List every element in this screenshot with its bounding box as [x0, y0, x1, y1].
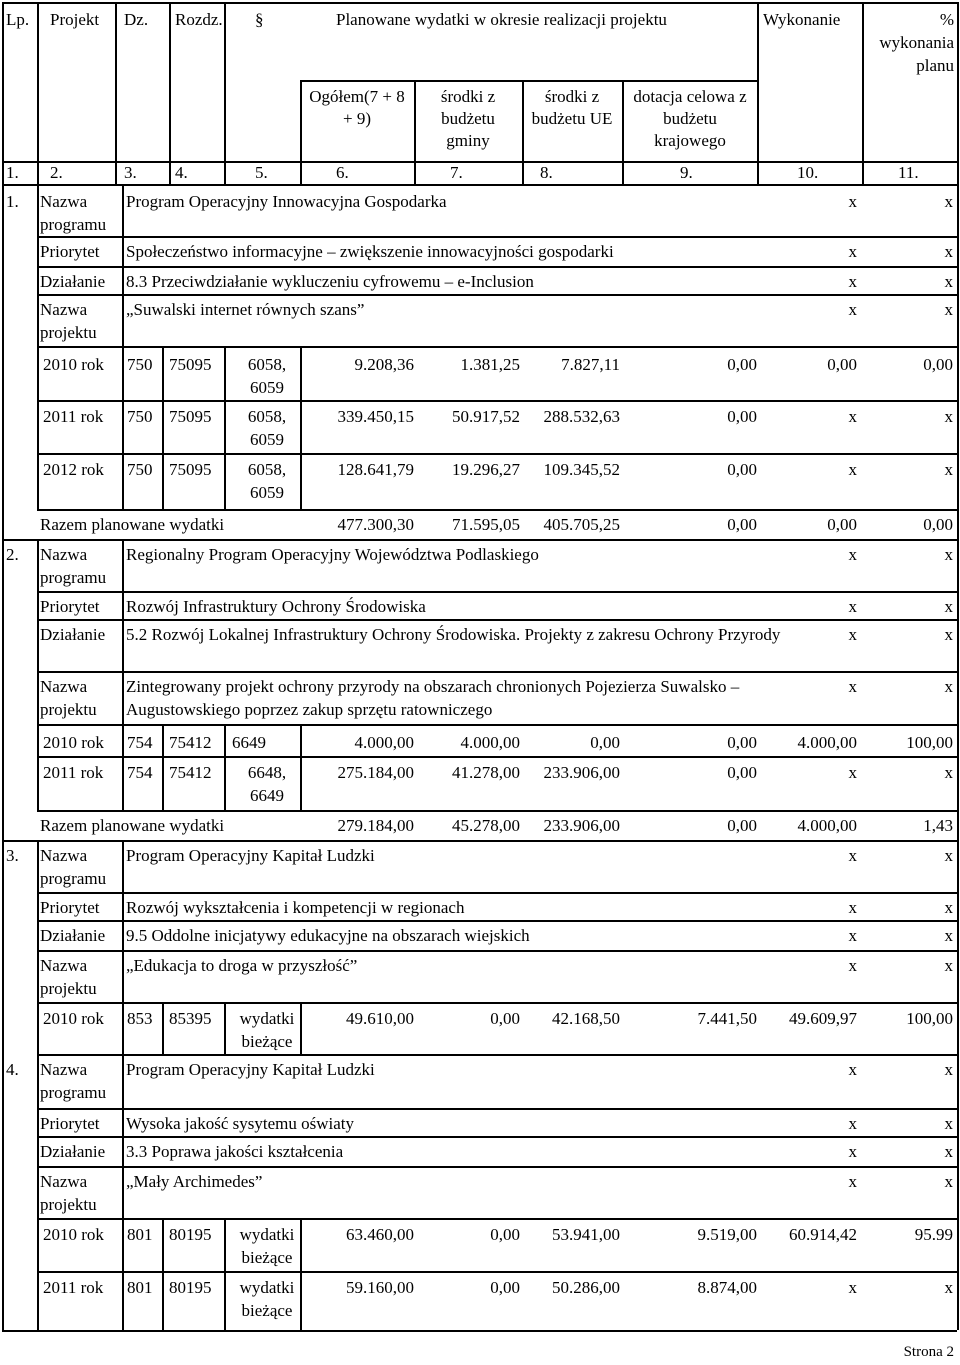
column-rule: [122, 1136, 124, 1166]
row-label: Priorytet: [40, 898, 100, 917]
dz-cell: 754: [127, 733, 153, 752]
paragraph-cell: wydatki bieżące: [239, 1278, 295, 1320]
not-applicable-mark: x: [848, 272, 857, 291]
header-paragraph: §: [255, 10, 264, 29]
wykonanie-cell: x: [848, 460, 857, 479]
column-rule: [122, 266, 124, 294]
dotacja-cell: 9.519,00: [697, 1225, 757, 1244]
wykonanie-cell: 60.914,42: [789, 1225, 857, 1244]
row-value: Wysoka jakość sysytemu oświaty: [126, 1114, 354, 1133]
row-rule: [37, 1271, 957, 1273]
dz-cell: 750: [127, 460, 153, 479]
not-applicable-mark: x: [848, 898, 857, 917]
rozdz-cell: 80195: [169, 1278, 212, 1297]
header-column-rule: [169, 2, 171, 184]
left-border: [2, 2, 4, 1330]
wykonanie-cell: x: [848, 407, 857, 426]
dz-cell: 853: [127, 1009, 153, 1028]
column-rule: [122, 1054, 124, 1108]
column-number-rule: [2, 184, 957, 186]
gminy-cell: 41.278,00: [452, 763, 520, 782]
paragraph-cell: wydatki bieżące: [239, 1009, 295, 1051]
not-applicable-mark: x: [848, 1142, 857, 1161]
row-rule: [37, 920, 957, 922]
dotacja-cell: 0,00: [727, 763, 757, 782]
not-applicable-mark: x: [848, 242, 857, 261]
row-rule: [37, 294, 957, 296]
column-rule: [122, 671, 124, 724]
header-column-rule: [115, 2, 117, 184]
row-rule: [37, 671, 957, 673]
row-value: Program Operacyjny Kapitał Ludzki: [126, 1060, 375, 1079]
not-applicable-mark: x: [848, 677, 857, 696]
header-projekt: Projekt: [50, 10, 100, 29]
procent-cell: x: [944, 407, 953, 426]
rozdz-cell: 75412: [169, 733, 212, 752]
year-cell: 2010 rok: [43, 1225, 104, 1244]
not-applicable-mark: x: [848, 1060, 857, 1079]
ogolem-cell: 49.610,00: [346, 1009, 414, 1028]
procent-cell: 0,00: [923, 355, 953, 374]
rozdz-cell: 80195: [169, 1225, 212, 1244]
column-number: 9.: [680, 163, 693, 182]
row-rule: [37, 509, 957, 511]
row-rule: [37, 1136, 957, 1138]
not-applicable-mark: x: [944, 242, 953, 261]
section-lp: 3.: [6, 846, 19, 865]
not-applicable-mark: x: [848, 625, 857, 644]
dotacja-cell: 8.874,00: [697, 1278, 757, 1297]
row-rule: [37, 724, 957, 726]
wykonanie-cell: 49.609,97: [789, 1009, 857, 1028]
column-rule: [162, 348, 164, 400]
gminy-cell: 50.917,52: [452, 407, 520, 426]
gminy-cell: 1.381,25: [460, 355, 520, 374]
header-lp: Lp.: [6, 10, 30, 29]
total-dotacja: 0,00: [727, 515, 757, 534]
dz-cell: 750: [127, 407, 153, 426]
header-subcolumn-rule: [622, 80, 624, 184]
column-rule: [122, 348, 124, 400]
header-subcolumn-rule: [300, 80, 302, 184]
lp-column-rule: [37, 186, 39, 509]
column-number: 10.: [797, 163, 819, 182]
column-rule: [122, 453, 124, 509]
not-applicable-mark: x: [848, 545, 857, 564]
column-rule: [162, 400, 164, 453]
column-rule: [122, 400, 124, 453]
dz-cell: 801: [127, 1225, 153, 1244]
not-applicable-mark: x: [848, 926, 857, 945]
paragraph-cell: 6648, 6649: [247, 763, 287, 805]
dotacja-cell: 0,00: [727, 407, 757, 426]
row-rule: [37, 1054, 957, 1056]
header-column-rule: [224, 2, 226, 184]
total-gminy: 45.278,00: [452, 816, 520, 835]
ue-cell: 0,00: [590, 733, 620, 752]
row-value: Społeczeństwo informacyjne – zwiększenie innowacyjności gospodarki: [126, 242, 614, 261]
total-procent: 0,00: [923, 515, 953, 534]
row-value: „Mały Archimedes”: [126, 1172, 263, 1191]
section-rule: [2, 840, 957, 842]
row-value: Rozwój Infrastruktury Ochrony Środowiska: [126, 597, 426, 616]
not-applicable-mark: x: [944, 272, 953, 291]
row-value: Program Operacyjny Kapitał Ludzki: [126, 846, 375, 865]
column-rule: [122, 294, 124, 346]
ogolem-cell: 275.184,00: [337, 763, 414, 782]
header-wykonanie: Wykonanie: [763, 10, 841, 29]
procent-cell: 95.99: [914, 1225, 953, 1244]
header-rozdz: Rozdz.: [175, 10, 223, 29]
header-column-rule: [37, 2, 39, 184]
row-value: Rozwój wykształcenia i kompetencji w regionach: [126, 898, 465, 917]
not-applicable-mark: x: [944, 597, 953, 616]
not-applicable-mark: x: [944, 846, 953, 865]
column-rule: [122, 892, 124, 920]
ue-cell: 109.345,52: [543, 460, 620, 479]
row-rule: [37, 619, 957, 621]
row-label: Nazwa programu: [40, 846, 107, 888]
ue-cell: 50.286,00: [552, 1278, 620, 1297]
total-gminy: 71.595,05: [452, 515, 520, 534]
not-applicable-mark: x: [848, 1172, 857, 1191]
paragraph-cell: 6058, 6059: [247, 407, 287, 449]
ogolem-cell: 339.450,15: [337, 407, 414, 426]
row-rule: [37, 1108, 957, 1110]
row-rule: [37, 453, 957, 455]
column-rule: [162, 1218, 164, 1271]
section-lp: 2.: [6, 545, 19, 564]
header-percent: % wykonania planu: [879, 10, 954, 75]
row-rule: [37, 810, 957, 812]
lp-column-rule: [37, 539, 39, 810]
column-rule: [122, 1271, 124, 1330]
lp-column-rule: [37, 1054, 39, 1330]
wykonanie-cell: x: [848, 763, 857, 782]
lp-column-rule: [37, 840, 39, 1054]
column-number: 3.: [124, 163, 137, 182]
header-dz: Dz.: [124, 10, 149, 29]
ogolem-cell: 9.208,36: [354, 355, 414, 374]
ogolem-cell: 128.641,79: [337, 460, 414, 479]
column-rule: [162, 756, 164, 810]
column-rule: [122, 1002, 124, 1054]
gminy-cell: 4.000,00: [460, 733, 520, 752]
row-label: Nazwa projektu: [40, 956, 97, 998]
row-value: 3.3 Poprawa jakości kształcenia: [126, 1142, 344, 1161]
column-rule: [122, 840, 124, 892]
not-applicable-mark: x: [944, 1060, 953, 1079]
paragraph-cell: 6058, 6059: [247, 355, 287, 397]
ue-cell: 7.827,11: [561, 355, 620, 374]
row-rule: [37, 236, 957, 238]
rozdz-cell: 75095: [169, 355, 212, 374]
column-number: 11.: [898, 163, 919, 182]
row-value: 5.2 Rozwój Lokalnej Infrastruktury Ochrony Środowiska. Projekty z zakresu Ochrony Przyrody: [126, 625, 781, 644]
wykonanie-cell: 4.000,00: [797, 733, 857, 752]
paragraph-cell: 6058, 6059: [247, 460, 287, 502]
column-rule: [162, 453, 164, 509]
row-rule: [37, 1002, 957, 1004]
ue-cell: 233.906,00: [543, 763, 620, 782]
header-column-rule: [757, 2, 759, 184]
column-rule: [122, 591, 124, 619]
row-label: Działanie: [40, 272, 106, 291]
procent-cell: 100,00: [906, 1009, 953, 1028]
column-rule: [122, 1218, 124, 1271]
row-label: Nazwa projektu: [40, 677, 97, 719]
dotacja-cell: 0,00: [727, 460, 757, 479]
not-applicable-mark: x: [848, 1114, 857, 1133]
dz-cell: 750: [127, 355, 153, 374]
column-rule: [122, 619, 124, 671]
total-procent: 1,43: [923, 816, 953, 835]
procent-cell: 100,00: [906, 733, 953, 752]
section-lp: 4.: [6, 1060, 19, 1079]
column-rule: [122, 1166, 124, 1218]
row-value: Zintegrowany projekt ochrony przyrody na obszarach chronionych Pojezierza Suwalsko – Augustowskiego poprzez zakup sprzętu ratowniczego: [126, 677, 740, 719]
ogolem-cell: 59.160,00: [346, 1278, 414, 1297]
column-rule: [162, 1002, 164, 1054]
total-dotacja: 0,00: [727, 816, 757, 835]
not-applicable-mark: x: [944, 956, 953, 975]
procent-cell: x: [944, 1278, 953, 1297]
ue-cell: 53.941,00: [552, 1225, 620, 1244]
paragraph-cell: wydatki bieżące: [239, 1225, 295, 1267]
year-cell: 2010 rok: [43, 1009, 104, 1028]
row-label: Priorytet: [40, 1114, 100, 1133]
not-applicable-mark: x: [944, 192, 953, 211]
header-subcolumn-rule: [522, 80, 524, 184]
row-value: 9.5 Oddolne inicjatywy edukacyjne na obszarach wiejskich: [126, 926, 530, 945]
not-applicable-mark: x: [944, 1114, 953, 1133]
table-bottom-rule: [2, 1330, 957, 1332]
dotacja-cell: 0,00: [727, 733, 757, 752]
column-number: 1.: [6, 163, 19, 182]
year-cell: 2012 rok: [43, 460, 104, 479]
ogolem-cell: 63.460,00: [346, 1225, 414, 1244]
row-value: Regionalny Program Operacyjny Województwa Podlaskiego: [126, 545, 539, 564]
table-top-rule: [2, 2, 957, 4]
row-rule: [37, 1218, 957, 1220]
not-applicable-mark: x: [944, 625, 953, 644]
not-applicable-mark: x: [944, 1172, 953, 1191]
column-number: 4.: [175, 163, 188, 182]
row-label: Priorytet: [40, 242, 100, 261]
row-rule: [37, 266, 957, 268]
header-dotacja: dotacja celowa z budżetu krajowego: [633, 87, 747, 150]
header-gminy: środki z budżetu gminy: [440, 87, 496, 150]
gminy-cell: 0,00: [490, 1009, 520, 1028]
year-cell: 2011 rok: [43, 763, 104, 782]
row-label: Działanie: [40, 926, 106, 945]
row-value: Program Operacyjny Innowacyjna Gospodarka: [126, 192, 447, 211]
ue-cell: 42.168,50: [552, 1009, 620, 1028]
total-label: Razem planowane wydatki: [40, 816, 225, 835]
not-applicable-mark: x: [944, 677, 953, 696]
year-cell: 2010 rok: [43, 733, 104, 752]
year-cell: 2011 rok: [43, 407, 104, 426]
total-ue: 233.906,00: [543, 816, 620, 835]
not-applicable-mark: x: [848, 597, 857, 616]
column-number: 6.: [336, 163, 349, 182]
row-label: Priorytet: [40, 597, 100, 616]
column-rule: [122, 236, 124, 266]
gminy-cell: 0,00: [490, 1225, 520, 1244]
paragraph-cell: 6649: [232, 733, 266, 752]
not-applicable-mark: x: [944, 1142, 953, 1161]
total-label: Razem planowane wydatki: [40, 515, 225, 534]
gminy-cell: 0,00: [490, 1278, 520, 1297]
row-value: „Suwalski internet równych szans”: [126, 300, 365, 319]
dotacja-cell: 7.441,50: [697, 1009, 757, 1028]
header-ogolem: Ogółem(7 + 8 + 9): [309, 87, 405, 128]
not-applicable-mark: x: [848, 300, 857, 319]
row-label: Nazwa programu: [40, 192, 107, 234]
rozdz-cell: 85395: [169, 1009, 212, 1028]
column-number: 2.: [50, 163, 63, 182]
total-ogolem: 279.184,00: [337, 816, 414, 835]
procent-cell: x: [944, 460, 953, 479]
row-rule: [37, 591, 957, 593]
dz-cell: 801: [127, 1278, 153, 1297]
rozdz-cell: 75095: [169, 407, 212, 426]
wykonanie-cell: x: [848, 1278, 857, 1297]
header-planned: Planowane wydatki w okresie realizacji projektu: [336, 10, 667, 29]
gminy-cell: 19.296,27: [452, 460, 520, 479]
total-wykonanie: 4.000,00: [797, 816, 857, 835]
row-rule: [37, 1166, 957, 1168]
column-rule: [122, 950, 124, 1002]
not-applicable-mark: x: [944, 898, 953, 917]
row-label: Nazwa programu: [40, 1060, 107, 1102]
not-applicable-mark: x: [848, 956, 857, 975]
column-number: 8.: [540, 163, 553, 182]
row-value: 8.3 Przeciwdziałanie wykluczeniu cyfrowemu – e-Inclusion: [126, 272, 534, 291]
procent-cell: x: [944, 763, 953, 782]
not-applicable-mark: x: [848, 192, 857, 211]
not-applicable-mark: x: [848, 846, 857, 865]
section-rule: [2, 539, 957, 541]
column-rule: [162, 1271, 164, 1330]
row-rule: [37, 400, 957, 402]
ogolem-cell: 4.000,00: [354, 733, 414, 752]
row-label: Nazwa projektu: [40, 1172, 97, 1214]
total-ue: 405.705,25: [543, 515, 620, 534]
rozdz-cell: 75412: [169, 763, 212, 782]
row-rule: [37, 346, 957, 348]
column-rule: [122, 756, 124, 810]
header-ue: środki z budżetu UE: [531, 87, 613, 128]
row-label: Nazwa projektu: [40, 300, 97, 342]
total-ogolem: 477.300,30: [337, 515, 414, 534]
page-number: Strona 2: [903, 1344, 954, 1360]
row-rule: [37, 892, 957, 894]
column-rule: [162, 726, 164, 756]
column-rule: [122, 726, 124, 756]
column-number: 7.: [450, 163, 463, 182]
not-applicable-mark: x: [944, 926, 953, 945]
row-label: Działanie: [40, 1142, 106, 1161]
not-applicable-mark: x: [944, 545, 953, 564]
dotacja-cell: 0,00: [727, 355, 757, 374]
right-border: [957, 2, 959, 1330]
row-rule: [37, 756, 957, 758]
not-applicable-mark: x: [944, 300, 953, 319]
row-value: „Edukacja to droga w przyszłość”: [126, 956, 358, 975]
column-rule: [122, 186, 124, 236]
column-number: 5.: [255, 163, 268, 182]
year-cell: 2010 rok: [43, 355, 104, 374]
row-label: Działanie: [40, 625, 106, 644]
row-rule: [37, 950, 957, 952]
column-rule: [122, 920, 124, 950]
section-lp: 1.: [6, 192, 19, 211]
dz-cell: 754: [127, 763, 153, 782]
header-subcolumn-rule: [414, 80, 416, 184]
rozdz-cell: 75095: [169, 460, 212, 479]
wykonanie-cell: 0,00: [827, 355, 857, 374]
column-rule: [122, 1108, 124, 1136]
column-rule: [122, 539, 124, 591]
year-cell: 2011 rok: [43, 1278, 104, 1297]
row-label: Nazwa programu: [40, 545, 107, 587]
planned-subheader-rule: [300, 80, 757, 82]
ue-cell: 288.532,63: [543, 407, 620, 426]
total-wykonanie: 0,00: [827, 515, 857, 534]
